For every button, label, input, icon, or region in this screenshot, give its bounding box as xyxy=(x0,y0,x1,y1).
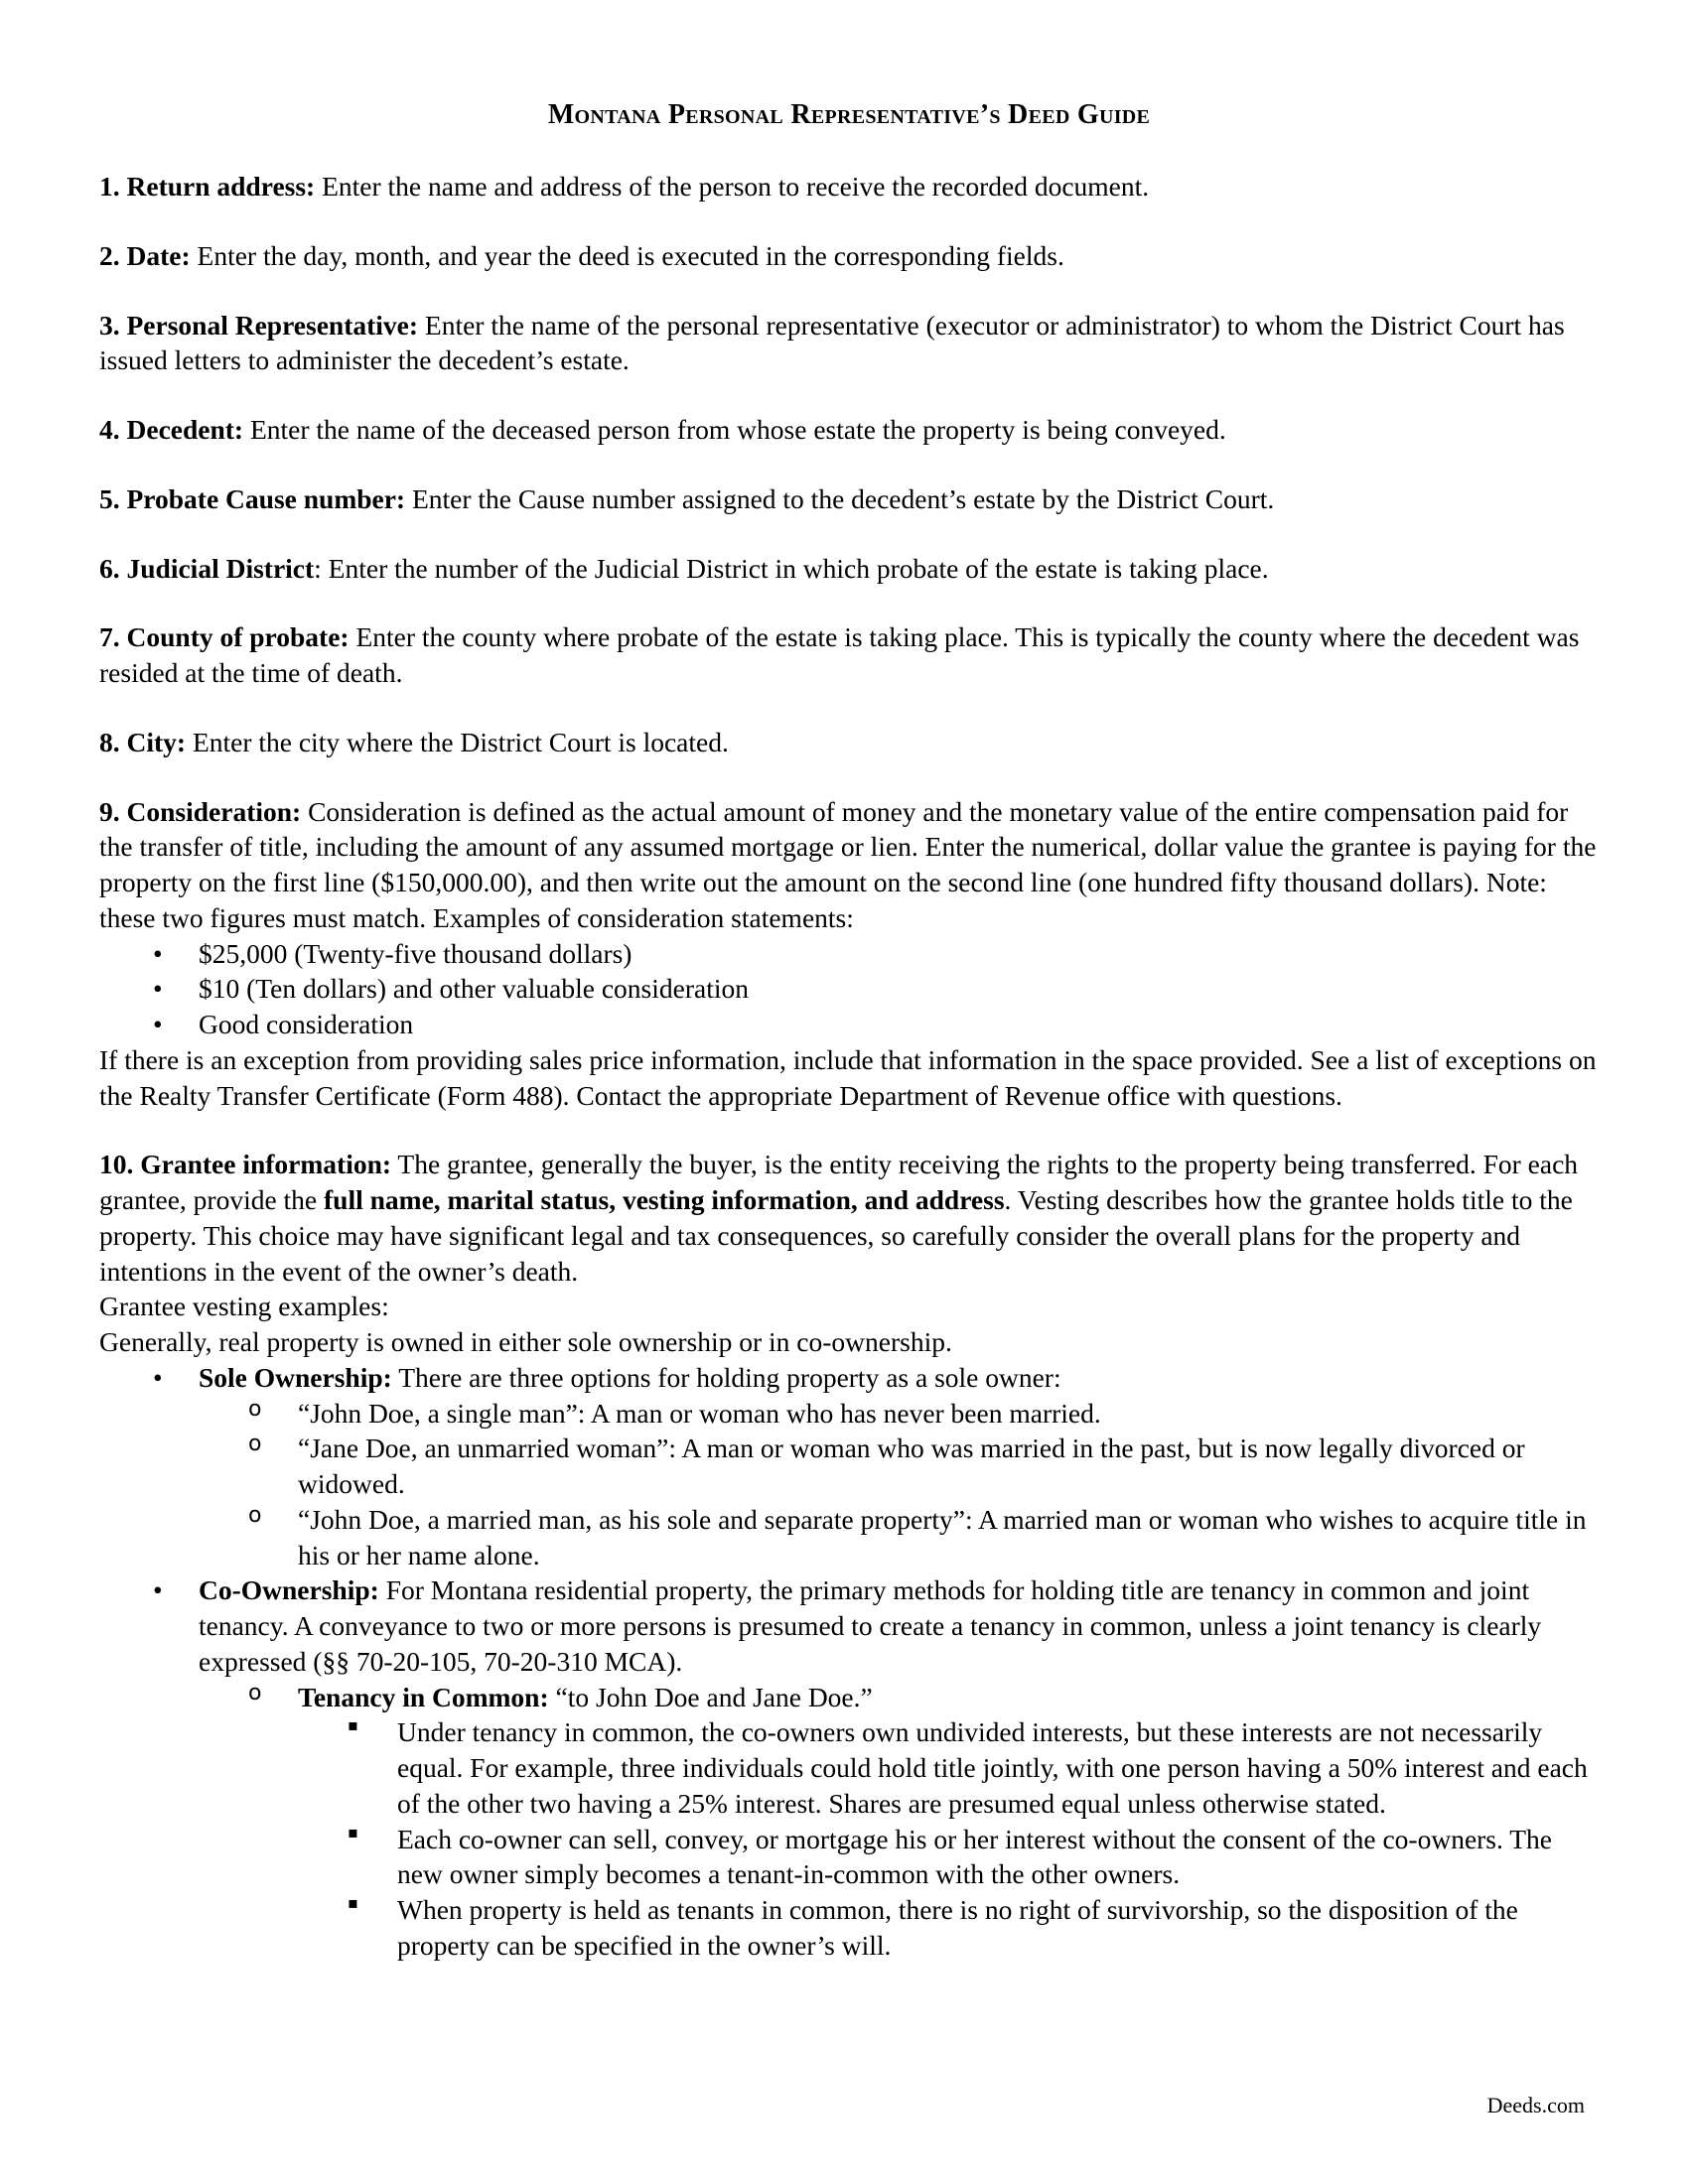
item-label: Tenancy in Common: xyxy=(298,1681,549,1712)
tenancy-points-list xyxy=(298,1714,1599,1963)
item-emphasis: full name, marital status, vesting information, and address xyxy=(324,1184,1005,1215)
square-marker: ▪ xyxy=(348,1715,358,1735)
list-item xyxy=(199,1502,1599,1573)
list-item-text: Each co-owner can sell, convey, or mortgage his or her interest without the consent of the co-owners. The new owner simply becomes a tenant-in-common with the other owners. xyxy=(397,1823,1553,1890)
item-return-address xyxy=(99,169,1599,205)
list-item xyxy=(199,1431,1599,1502)
item-city xyxy=(99,725,1599,760)
list-item xyxy=(99,971,1599,1007)
bullet-marker: • xyxy=(153,937,163,969)
item-decedent xyxy=(99,412,1599,448)
item-text: Enter the day, month, and year the deed is executed in the corresponding fields. xyxy=(190,239,1064,271)
list-item-text: “John Doe, a single man”: A man or woman who has never been married. xyxy=(298,1397,1101,1429)
item-text: “to John Doe and Jane Doe.” xyxy=(548,1681,873,1712)
item-text: Enter the name of the personal representative (executor or administrator) to whom the District Court has issued letters to administer the decedent’s estate. xyxy=(99,309,1565,376)
co-options-list xyxy=(199,1680,1599,1964)
item-date xyxy=(99,238,1599,274)
vesting-general: Generally, real property is owned in either sole ownership or in co-ownership. xyxy=(99,1326,952,1357)
item-label: 6. Judicial District xyxy=(99,552,315,584)
list-item-text: “John Doe, a married man, as his sole and separate property”: A married man or woman who wishes to acquire title in his or her name alone. xyxy=(298,1503,1587,1570)
list-item xyxy=(298,1822,1599,1893)
list-item-text: $25,000 (Twenty-five thousand dollars) xyxy=(199,937,633,969)
item-text: Enter the county where probate of the estate is taking place. This is typically the county where the decedent was resided at the time of death. xyxy=(99,621,1580,688)
tenancy-in-common-item xyxy=(199,1680,1599,1964)
list-item xyxy=(298,1714,1599,1821)
list-item-text: “Jane Doe, an unmarried woman”: A man or woman who was married in the past, but is now legally divorced or widowed. xyxy=(298,1433,1525,1499)
square-marker: ▪ xyxy=(348,1822,358,1842)
item-county-of-probate xyxy=(99,619,1599,691)
list-item xyxy=(99,1007,1599,1042)
item-label: 7. County of probate: xyxy=(99,621,350,653)
circle-marker: o xyxy=(248,1680,262,1706)
bullet-marker: • xyxy=(153,1574,163,1606)
item-consideration xyxy=(99,794,1599,936)
item-personal-representative xyxy=(99,308,1599,379)
item-label: 1. Return address: xyxy=(99,171,316,202)
item-text: Enter the name and address of the person to receive the recorded document. xyxy=(315,171,1150,202)
list-item xyxy=(298,1892,1599,1964)
document-body xyxy=(99,169,1599,1964)
co-ownership-item xyxy=(99,1572,1599,1963)
item-label: Co-Ownership: xyxy=(199,1574,379,1606)
item-text: : Enter the number of the Judicial District in which probate of the estate is taking place. xyxy=(314,552,1269,584)
item-text: Consideration is defined as the actual amount of money and the monetary value of the entire compensation paid for the transfer of title, including the amount of any assumed mortgage or lien. Enter the numerical, dollar value the grantee is paying for the property on the first line ($150,000.00), and then write out the amount on the second line (one hundred fifty thousand dollars). Note: these two figures must match. Examples of consideration statements: xyxy=(99,795,1597,933)
item-probate-cause-number xyxy=(99,481,1599,517)
item-label: 5. Probate Cause number: xyxy=(99,482,406,514)
item-text: There are three options for holding property as a sole owner: xyxy=(391,1361,1061,1393)
consideration-exceptions: If there is an exception from providing sales price information, include that information in the space provided. See a list of exceptions on the Realty Transfer Certificate (Form 488). Contact the appropriate Department of Revenue office with questions. xyxy=(99,1043,1597,1111)
square-marker: ▪ xyxy=(348,1893,358,1912)
item-text: . Vesting describes how the grantee holds title to the property. This choice may have significant legal and tax consequences, so carefully consider the overall plans for the property and intentions in the event of the owner’s death. xyxy=(99,1184,1573,1287)
circle-marker: o xyxy=(248,1396,262,1422)
item-grantee-information xyxy=(99,1147,1599,1289)
item-text: Enter the Cause number assigned to the decedent’s estate by the District Court. xyxy=(405,482,1275,514)
item-text: For Montana residential property, the primary methods for holding title are tenancy in common and joint tenancy. A conveyance to two or more persons is presumed to create a tenancy in common, unless a joint tenancy is clearly expressed (§§ 70-20-105, 70-20-310 MCA). xyxy=(199,1574,1542,1677)
item-label: 2. Date: xyxy=(99,239,191,271)
ownership-list xyxy=(99,1360,1599,1964)
item-text: Enter the name of the deceased person from whose estate the property is being conveyed. xyxy=(243,414,1226,445)
item-label: Sole Ownership: xyxy=(199,1361,392,1393)
list-item xyxy=(99,936,1599,972)
item-label: 3. Personal Representative: xyxy=(99,309,419,341)
consideration-examples-list xyxy=(99,936,1599,1042)
item-label: 10. Grantee information: xyxy=(99,1149,392,1180)
bullet-marker: • xyxy=(153,1009,163,1039)
bullet-marker: • xyxy=(153,1361,163,1393)
item-label: 8. City: xyxy=(99,726,187,757)
circle-marker: o xyxy=(248,1502,262,1528)
item-text: The grantee, generally the buyer, is the entity receiving the rights to the property being transferred. For each grantee, provide the xyxy=(99,1149,1579,1215)
page-title: Montana Personal Representative’s Deed Guide xyxy=(547,99,1151,130)
item-label: 4. Decedent: xyxy=(99,414,244,445)
list-item-text: Under tenancy in common, the co-owners own undivided interests, but these interests are not necessarily equal. For example, three individuals could hold title jointly, with one person having a 50% interest and each of the other two having a 25% interest. Shares are presumed equal unless otherwise stated. xyxy=(397,1716,1588,1819)
sole-options-list xyxy=(199,1396,1599,1573)
vesting-heading: Grantee vesting examples: xyxy=(99,1291,389,1322)
circle-marker: o xyxy=(248,1432,262,1457)
item-label: 9. Consideration: xyxy=(99,795,302,827)
list-item-text: Good consideration xyxy=(199,1009,414,1039)
list-item xyxy=(199,1396,1599,1432)
list-item-text: When property is held as tenants in common, there is no right of survivorship, so the disposition of the property can be specified in the owner’s will. xyxy=(397,1894,1518,1961)
footer-brand: Deeds.com xyxy=(1486,2093,1585,2117)
item-judicial-district xyxy=(99,551,1599,587)
list-item-text: $10 (Ten dollars) and other valuable consideration xyxy=(199,973,750,1005)
sole-ownership-item xyxy=(99,1360,1599,1573)
item-text: Enter the city where the District Court is located. xyxy=(186,726,729,757)
bullet-marker: • xyxy=(153,973,163,1005)
